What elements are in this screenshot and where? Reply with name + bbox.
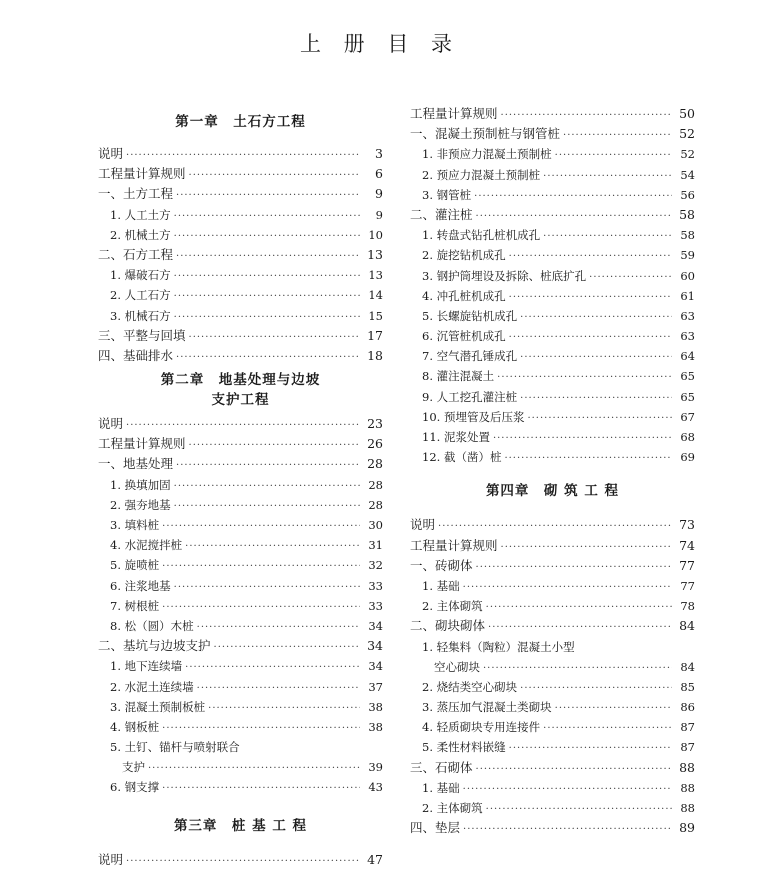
toc-entry-page: 64	[680, 349, 695, 364]
toc-entry-label: 2. 主体砌筑	[422, 801, 483, 815]
toc-entry-page: 6	[375, 166, 383, 182]
toc-entry[interactable]	[410, 576, 695, 596]
toc-entry-page: 31	[368, 538, 383, 553]
toc-entry[interactable]	[98, 555, 383, 575]
toc-entry-page: 23	[367, 416, 383, 432]
toc-entry-label: 说明	[98, 851, 124, 867]
toc-entry-page: 34	[368, 618, 383, 633]
toc-entry-page: 33	[368, 578, 383, 593]
toc-entry-label: 2. 机械土方	[110, 227, 171, 242]
toc-entry-page: 67	[680, 409, 695, 424]
toc-leader-dots	[520, 308, 672, 328]
toc-leader-dots	[438, 517, 672, 537]
toc-entry-page: 34	[367, 638, 383, 654]
toc-leader-dots	[162, 598, 360, 618]
toc-leader-dots	[162, 719, 360, 739]
toc-entry-label: 2. 强夯地基	[110, 497, 171, 512]
toc-entry[interactable]	[410, 326, 695, 346]
toc-entry-label: 4. 冲孔桩机成孔	[422, 288, 506, 303]
toc-leader-dots	[463, 780, 672, 800]
toc-leader-dots	[174, 477, 360, 497]
toc-entry-page: 84	[679, 618, 695, 634]
toc-entry-page: 56	[680, 187, 695, 202]
toc-leader-dots	[214, 638, 360, 658]
toc-entry[interactable]	[410, 515, 695, 535]
toc-leader-dots	[176, 186, 360, 206]
toc-entry-label: 6. 钢支撑	[110, 780, 160, 795]
toc-entry[interactable]	[98, 225, 383, 245]
toc-entry[interactable]	[98, 265, 383, 285]
toc-entry[interactable]	[410, 387, 695, 407]
toc-leader-dots	[176, 247, 360, 267]
toc-entry[interactable]	[410, 366, 695, 386]
toc-entry[interactable]	[98, 184, 383, 204]
toc-entry-label: 支护	[122, 760, 145, 775]
toc-entry[interactable]	[98, 717, 383, 737]
toc-entry-page: 28	[368, 477, 383, 492]
toc-entry[interactable]	[98, 454, 383, 474]
toc-leader-dots	[474, 187, 672, 207]
toc-entry-page: 15	[368, 308, 383, 323]
toc-leader-dots	[176, 456, 360, 476]
chapter-1-entries	[98, 144, 383, 366]
toc-entry-label: 说明	[98, 146, 124, 161]
toc-leader-dots	[486, 800, 672, 820]
toc-leader-dots	[520, 389, 672, 409]
toc-leader-dots	[185, 537, 360, 557]
toc-left-column	[98, 112, 383, 870]
toc-entry-page: 37	[368, 679, 383, 694]
toc-entry-label: 2. 主体砌筑	[422, 599, 483, 614]
toc-entry-page: 69	[680, 450, 695, 465]
toc-entry[interactable]	[98, 434, 383, 454]
toc-entry[interactable]	[98, 515, 383, 535]
toc-entry-label: 二、基坑与边坡支护	[98, 638, 211, 654]
toc-entry-label: 1. 转盘式钻孔桩机成孔	[422, 228, 541, 243]
toc-entry-label: 3. 钢护筒埋设及拆除、桩底扩孔	[422, 268, 587, 283]
toc-entry[interactable]	[410, 124, 695, 144]
toc-entry[interactable]	[98, 346, 383, 366]
toc-entry[interactable]	[410, 717, 695, 737]
toc-entry-label: 一、土方工程	[98, 186, 174, 202]
toc-leader-dots	[162, 557, 360, 577]
toc-entry[interactable]	[410, 165, 695, 185]
toc-entry-label: 空心砌块	[434, 659, 480, 674]
toc-entry-page: 77	[679, 557, 695, 573]
toc-entry-page: 43	[368, 780, 383, 795]
chapter-1-heading: 第一章 土石方工程	[175, 114, 306, 130]
toc-entry[interactable]	[410, 758, 695, 778]
toc-entry-page: 39	[368, 760, 383, 775]
toc-entry-label: 3. 机械石方	[110, 308, 171, 323]
toc-entry-label: 2. 旋挖钻机成孔	[422, 248, 506, 263]
toc-entry-page: 32	[368, 558, 383, 573]
toc-leader-dots	[504, 449, 672, 469]
toc-entry-page: 89	[679, 820, 695, 836]
toc-entry[interactable]	[98, 596, 383, 616]
toc-entry-page: 13	[367, 246, 383, 262]
toc-entry-page: 47	[367, 851, 383, 867]
toc-entry[interactable]	[98, 777, 383, 797]
toc-entry[interactable]	[410, 637, 695, 657]
toc-entry[interactable]	[410, 427, 695, 447]
toc-entry[interactable]	[410, 778, 695, 798]
toc-leader-dots	[483, 659, 672, 679]
toc-entry-label: 7. 空气潜孔锤成孔	[422, 349, 518, 364]
toc-entry-page: 85	[680, 679, 695, 694]
toc-leader-dots	[476, 207, 672, 227]
chapter-2-heading	[98, 366, 383, 414]
toc-entry-label: 4. 轻质砌块专用连接件	[422, 720, 541, 735]
toc-leader-dots	[476, 760, 672, 780]
toc-entry-label: 2. 烧结类空心砌块	[422, 679, 518, 694]
toc-entry-page: 87	[680, 740, 695, 755]
toc-leader-dots	[174, 207, 360, 227]
toc-leader-dots	[174, 267, 360, 287]
toc-entry[interactable]	[98, 576, 383, 596]
toc-entry-label: 2. 水泥土连续墙	[110, 679, 194, 694]
toc-entry-page: 28	[367, 456, 383, 472]
toc-leader-dots	[208, 699, 360, 719]
toc-entry[interactable]	[410, 286, 695, 306]
toc-entry[interactable]	[410, 266, 695, 286]
toc-leader-dots	[174, 227, 360, 247]
toc-entry-page: 33	[368, 598, 383, 613]
toc-leader-dots	[126, 852, 360, 872]
page-title: 上 册 目 录	[299, 32, 461, 56]
toc-entry-page: 9	[375, 186, 383, 202]
toc-entry[interactable]	[410, 225, 695, 245]
toc-leader-dots	[176, 348, 360, 368]
toc-entry-page: 65	[680, 369, 695, 384]
toc-entry[interactable]	[410, 818, 695, 838]
toc-entry[interactable]	[98, 414, 383, 434]
toc-entry[interactable]	[98, 535, 383, 555]
toc-entry-label: 一、混凝土预制桩与钢管桩	[410, 126, 561, 142]
toc-entry-label: 工程量计算规则	[98, 166, 186, 182]
toc-entry[interactable]	[98, 326, 383, 346]
toc-leader-dots	[493, 429, 672, 449]
toc-leader-dots	[509, 328, 672, 348]
toc-entry-page: 34	[368, 659, 383, 674]
toc-entry-label: 4. 钢板桩	[110, 719, 160, 734]
toc-entry[interactable]	[98, 495, 383, 515]
toc-entry-label: 二、砌块砌体	[410, 618, 486, 634]
toc-entry[interactable]	[410, 144, 695, 164]
toc-leader-dots	[148, 759, 360, 779]
toc-entry-label: 3. 混凝土预制板桩	[110, 699, 206, 714]
toc-entry-page: 84	[680, 659, 695, 674]
toc-leader-dots	[509, 247, 672, 267]
toc-leader-dots	[555, 699, 672, 719]
toc-entry-label: 5. 土钉、锚杆与喷射联合	[110, 740, 240, 755]
toc-entry-page: 30	[368, 518, 383, 532]
toc-leader-dots	[189, 166, 360, 186]
toc-leader-dots	[509, 739, 672, 759]
chapter-2-heading-line2: 支护工程	[211, 392, 270, 409]
toc-leader-dots	[563, 126, 672, 146]
toc-entry[interactable]	[410, 556, 695, 576]
toc-leader-dots	[463, 578, 672, 598]
toc-entry-page: 86	[680, 700, 695, 715]
toc-leader-dots	[174, 578, 360, 598]
toc-entry-page: 78	[680, 599, 695, 614]
toc-leader-dots	[589, 268, 672, 288]
toc-entry-label: 3. 填料桩	[110, 518, 160, 532]
toc-entry-label: 3. 蒸压加气混凝土类砌块	[422, 700, 552, 715]
toc-entry[interactable]	[98, 144, 383, 164]
toc-entry-label: 一、砖砌体	[410, 557, 473, 573]
toc-entry-page: 63	[680, 329, 695, 344]
toc-entry[interactable]	[410, 798, 695, 818]
toc-entry-page: 63	[680, 308, 695, 323]
chapter-3-entries	[98, 850, 383, 870]
toc-entry-label: 4. 水泥搅拌桩	[110, 538, 183, 553]
toc-leader-dots	[185, 658, 360, 678]
toc-leader-dots	[497, 368, 672, 388]
toc-entry-label: 8. 灌注混凝土	[422, 369, 495, 384]
toc-entry-label: 1. 爆破石方	[110, 268, 171, 283]
toc-entry[interactable]	[410, 596, 695, 616]
chapter-2-heading-line1: 第二章 地基处理与边坡	[160, 372, 321, 389]
toc-leader-dots	[463, 820, 672, 840]
toc-entry[interactable]	[410, 536, 695, 556]
toc-entry-label: 四、基础排水	[98, 347, 174, 363]
toc-leader-dots	[488, 618, 672, 638]
toc-entry-page: 10	[368, 227, 383, 242]
toc-entry[interactable]	[98, 164, 383, 184]
toc-entry[interactable]	[98, 656, 383, 676]
chapter-3-heading: 第三章 桩 基 工 程	[173, 817, 308, 834]
toc-leader-dots	[162, 779, 360, 799]
toc-entry[interactable]	[410, 346, 695, 366]
toc-entry[interactable]	[410, 104, 695, 124]
toc-entry-page: 50	[679, 106, 695, 121]
toc-entry-label: 6. 沉管桩机成孔	[422, 329, 506, 344]
toc-entry-page: 68	[680, 430, 695, 444]
toc-entry-page: 59	[680, 248, 695, 263]
toc-entry-label: 2. 人工石方	[110, 288, 171, 303]
toc-leader-dots	[197, 679, 360, 699]
toc-leader-dots	[197, 618, 360, 638]
toc-entry-page: 38	[368, 699, 383, 714]
toc-entry-page: 88	[679, 759, 695, 775]
toc-entry-label: 说明	[98, 416, 124, 432]
toc-entry-page: 88	[680, 780, 695, 795]
toc-entry-page: 52	[680, 147, 695, 162]
toc-entry[interactable]	[410, 205, 695, 225]
toc-entry-page: 9	[375, 207, 383, 222]
toc-entry[interactable]	[410, 616, 695, 636]
toc-leader-dots	[174, 287, 360, 307]
toc-entry-page: 77	[680, 578, 695, 593]
toc-leader-dots	[501, 106, 672, 126]
toc-entry[interactable]	[98, 475, 383, 495]
toc-entry[interactable]	[410, 697, 695, 717]
toc-leader-dots	[174, 497, 360, 517]
toc-leader-dots	[555, 146, 672, 166]
toc-entry[interactable]	[410, 677, 695, 697]
toc-entry-label: 7. 树根桩	[110, 598, 160, 613]
toc-entry-label: 11. 泥浆处置	[422, 430, 490, 444]
toc-entry-page: 65	[680, 389, 695, 404]
toc-entry-label: 1. 换填加固	[110, 477, 171, 492]
toc-entry[interactable]	[98, 737, 383, 757]
chapter-4-heading: 第四章 砌 筑 工 程	[485, 483, 620, 500]
toc-entry[interactable]	[98, 850, 383, 870]
toc-entry[interactable]	[410, 407, 695, 427]
toc-entry-label: 5. 柔性材料嵌缝	[422, 740, 506, 755]
toc-leader-dots	[189, 436, 360, 456]
toc-leader-dots	[543, 167, 672, 187]
toc-entry-page: 58	[679, 206, 695, 222]
toc-entry-label: 二、灌注桩	[410, 206, 473, 222]
toc-entry[interactable]	[98, 616, 383, 636]
toc-entry-label: 1. 轻集料（陶粒）混凝土小型	[422, 639, 575, 654]
toc-entry-page: 52	[679, 126, 695, 142]
toc-entry-page: 28	[368, 497, 383, 512]
toc-entry-label: 说明	[410, 517, 436, 533]
toc-leader-dots	[476, 558, 672, 578]
toc-entry-label: 9. 人工挖孔灌注桩	[422, 389, 518, 404]
chapter-4-entries	[410, 515, 695, 838]
toc-entry-label: 一、地基处理	[98, 456, 174, 472]
toc-entry[interactable]	[410, 245, 695, 265]
toc-entry-label: 2. 预应力混凝土预制桩	[422, 167, 541, 182]
toc-entry-label: 5. 旋喷桩	[110, 558, 160, 573]
toc-leader-dots	[174, 308, 360, 328]
chapter-3-continued-entries	[410, 104, 695, 467]
toc-entry-label: 四、垫层	[410, 820, 461, 836]
toc-entry-page: 88	[680, 801, 695, 815]
toc-entry-label: 三、石砌体	[410, 759, 473, 775]
toc-leader-dots	[486, 598, 672, 618]
toc-entry[interactable]	[410, 306, 695, 326]
toc-leader-dots	[520, 679, 672, 699]
toc-entry[interactable]	[98, 285, 383, 305]
toc-entry-label: 12. 截（凿）桩	[422, 450, 502, 465]
toc-leader-dots	[126, 146, 360, 166]
toc-entry-label: 6. 注浆地基	[110, 578, 171, 593]
toc-entry-page: 17	[367, 327, 383, 343]
toc-entry-label: 工程量计算规则	[98, 436, 186, 452]
toc-entry-page: 74	[679, 537, 695, 553]
toc-right-column	[410, 104, 695, 838]
toc-leader-dots	[509, 288, 672, 308]
toc-entry-page: 58	[680, 228, 695, 243]
chapter-2-entries	[98, 414, 383, 798]
toc-entry-label: 三、平整与回填	[98, 327, 186, 343]
toc-entry-page: 18	[367, 347, 383, 363]
toc-entry-label: 1. 人工土方	[110, 207, 171, 222]
toc-entry-page: 13	[368, 268, 383, 283]
toc-entry-page: 26	[367, 436, 383, 452]
toc-leader-dots	[527, 409, 672, 429]
toc-entry[interactable]	[410, 737, 695, 757]
toc-entry[interactable]	[98, 245, 383, 265]
toc-entry[interactable]	[98, 636, 383, 656]
toc-entry-page: 60	[680, 268, 695, 283]
toc-leader-dots	[543, 719, 672, 739]
toc-leader-dots	[126, 416, 360, 436]
toc-entry-label: 1. 基础	[422, 780, 460, 795]
toc-entry[interactable]	[98, 757, 383, 777]
toc-leader-dots	[520, 348, 672, 368]
toc-entry-page: 87	[680, 720, 695, 735]
toc-entry-label: 1. 地下连续墙	[110, 659, 183, 674]
toc-entry[interactable]	[410, 185, 695, 205]
toc-leader-dots	[189, 328, 360, 348]
toc-leader-dots	[501, 538, 672, 558]
toc-entry-label: 10. 预埋管及后压浆	[422, 409, 525, 424]
toc-entry[interactable]	[98, 205, 383, 225]
toc-entry-page: 38	[368, 719, 383, 734]
toc-entry[interactable]	[98, 697, 383, 717]
toc-entry-page: 61	[680, 288, 695, 303]
toc-leader-dots	[543, 227, 672, 247]
toc-entry[interactable]	[98, 306, 383, 326]
toc-leader-dots	[162, 517, 360, 537]
toc-entry-page: 73	[679, 517, 695, 533]
toc-entry[interactable]	[410, 657, 695, 677]
toc-entry-label: 3. 钢管桩	[422, 187, 472, 202]
toc-entry-label: 5. 长螺旋钻机成孔	[422, 308, 518, 323]
toc-entry[interactable]	[98, 677, 383, 697]
toc-entry-label: 二、石方工程	[98, 246, 174, 262]
toc-entry[interactable]	[410, 447, 695, 467]
toc-entry-page: 3	[375, 146, 383, 161]
toc-entry-label: 8. 松（圆）木桩	[110, 618, 194, 633]
toc-entry-label: 1. 基础	[422, 578, 460, 593]
toc-entry-label: 1. 非预应力混凝土预制桩	[422, 147, 552, 162]
toc-entry-label: 工程量计算规则	[410, 106, 498, 121]
toc-entry-label: 工程量计算规则	[410, 537, 498, 553]
toc-entry-page: 54	[680, 167, 695, 182]
toc-entry-page: 14	[368, 288, 383, 303]
